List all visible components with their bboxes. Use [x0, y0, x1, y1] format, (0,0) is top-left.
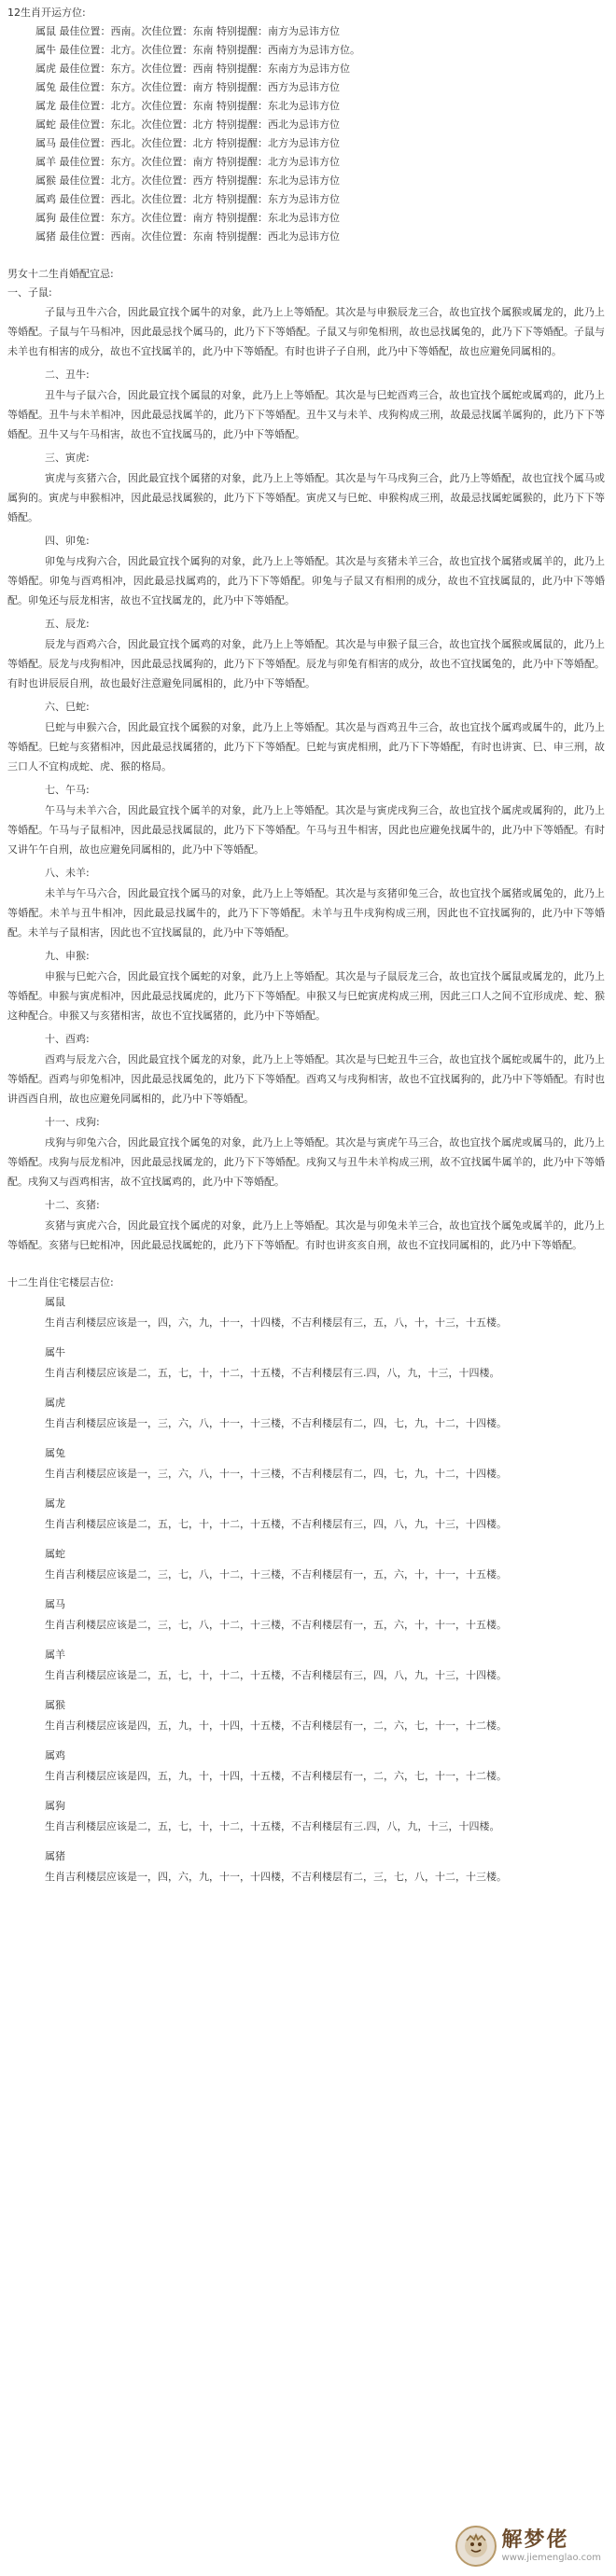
zodiac-heading: 十二、亥猪: — [45, 1199, 100, 1211]
fortune-row: 属蛇 最佳位置：东北。次佳位置：北方 特别提醒：西北为忌讳方位 — [35, 118, 340, 131]
floor-zodiac-name: 属牛 — [45, 1346, 65, 1358]
zodiac-paragraph: 酉鸡与辰龙六合，因此最宜找个属龙的对象，此乃上上等婚配。其次是与巳蛇丑牛三合，故也宜找个属蛇或属牛的，此乃上等婚配。酉鸡与卯兔相冲，因此最忌找属兔的，此乃下下等婚配。酉鸡又与戌狗相害，故也不宜找属狗的，此乃中下等婚配。有时也讲酉酉自刑，故也应避免同属相的，此乃中下等婚配。 — [7, 1053, 605, 1105]
floor-zodiac-name: 属猴 — [45, 1699, 65, 1711]
zodiac-heading: 二、丑牛: — [45, 369, 90, 381]
watermark-site-name: 解梦佬 — [501, 2528, 569, 2552]
matching-title: 男女十二生肖婚配宜忌: — [7, 268, 114, 280]
fortune-row: 属龙 最佳位置：北方。次佳位置：东南 特别提醒：东北为忌讳方位 — [35, 100, 340, 112]
floor-zodiac-name: 属猪 — [45, 1850, 65, 1862]
fortune-row: 属虎 最佳位置：东方。次佳位置：西南 特别提醒：东南方为忌讳方位 — [35, 63, 350, 75]
floor-zodiac-name: 属鸡 — [45, 1749, 65, 1761]
floor-zodiac-name: 属马 — [45, 1598, 65, 1610]
zodiac-paragraph: 戌狗与卯兔六合，因此最宜找个属兔的对象，此乃上上等婚配。其次是与寅虎午马三合，故也宜找个属虎或属马的，此乃上等婚配。戌狗与辰龙相冲，因此最忌找属龙的，此乃下下等婚配。戌狗又与丑牛未羊构成三刑，故不宜找属牛属羊的，此乃中下等婚配。戌狗又与酉鸡相害，故不宜找属鸡的，此乃中下等婚配。 — [7, 1136, 605, 1188]
fortune-title: 12生肖开运方位: — [7, 7, 86, 19]
fortune-row: 属狗 最佳位置：东方。次佳位置：南方 特别提醒：东北为忌讳方位 — [35, 212, 340, 224]
watermark-site-url[interactable]: www.jiemenglao.com — [501, 2553, 601, 2563]
floor-text: 生肖吉利楼层应该是二，五，七，十，十二，十五楼，不吉利楼层有三，四，八，九，十三，十四楼。 — [45, 1669, 507, 1681]
fortune-row: 属猴 最佳位置：北方。次佳位置：西方 特别提醒：东北为忌讳方位 — [35, 174, 340, 187]
zodiac-paragraph: 亥猪与寅虎六合，因此最宜找个属虎的对象，此乃上上等婚配。其次是与卯兔未羊三合，故也宜找个属兔或属羊的，此乃上等婚配。亥猪与巳蛇相冲，因此最忌找属蛇的，此乃下下等婚配。有时也讲亥亥自刑，故也不宜找同属相的，此乃中下等婚配。 — [7, 1219, 605, 1251]
zodiac-paragraph: 午马与未羊六合，因此最宜找个属羊的对象，此乃上上等婚配。其次是与寅虎戌狗三合，故也宜找个属虎或属狗的，此乃上等婚配。午马与子鼠相冲，因此最忌找属鼠的，此乃下下等婚配。午马与丑牛相害，因此也应避免找属牛的，此乃中下等婚配。有时又讲午午自刑，故也应避免同属相的，此乃中下等婚配。 — [7, 804, 605, 856]
floor-text: 生肖吉利楼层应该是二，三，七，八，十二，十三楼，不吉利楼层有一，五，六，十，十一，十五楼。 — [45, 1568, 507, 1580]
matching-section — [7, 284, 609, 1255]
floors-section — [7, 1292, 609, 1887]
floor-zodiac-name: 属狗 — [45, 1800, 65, 1812]
fortune-row: 属鼠 最佳位置：西南。次佳位置：东南 特别提醒：南方为忌讳方位 — [35, 25, 340, 37]
floor-text: 生肖吉利楼层应该是一，三，六，八，十一，十三楼，不吉利楼层有二，四，七，九，十二，十四楼。 — [45, 1468, 507, 1480]
floor-zodiac-name: 属羊 — [45, 1649, 65, 1661]
zodiac-heading: 十一、戌狗: — [45, 1116, 100, 1128]
zodiac-heading: 九、申猴: — [45, 950, 90, 962]
zodiac-paragraph: 丑牛与子鼠六合，因此最宜找个属鼠的对象，此乃上上等婚配。其次是与巳蛇酉鸡三合，故也宜找个属蛇或属鸡的，此乃上等婚配。丑牛与未羊相冲，因此最忌找属羊的，此乃下下等婚配。丑牛又与未羊、戌狗构成三刑，故最忌找属羊属狗的，此乃下下等婚配。丑牛又与午马相害，故也不宜找属马的，此乃中下等婚配。 — [7, 389, 605, 440]
zodiac-heading: 三、寅虎: — [45, 452, 90, 464]
fortune-row: 属羊 最佳位置：东方。次佳位置：南方 特别提醒：北方为忌讳方位 — [35, 156, 340, 168]
floor-text: 生肖吉利楼层应该是四，五，九，十，十四，十五楼，不吉利楼层有一，二，六，七，十一，十二楼。 — [45, 1770, 507, 1782]
floor-zodiac-name: 属鼠 — [45, 1296, 65, 1308]
zodiac-paragraph: 子鼠与丑牛六合，因此最宜找个属牛的对象，此乃上上等婚配。其次是与申猴辰龙三合，故也宜找个属猴或属龙的，此乃上等婚配。子鼠与午马相冲，因此最忌找个属马的，此乃下下等婚配。子鼠又与卯兔相刑，故也忌找属兔的，此乃下下等婚配。子鼠与未羊也有相害的成分，故也不宜找属羊的，此乃中下等婚配。有时也讲子子自刑，此乃中下等婚配，故也应避免同属相的。 — [7, 306, 605, 357]
zodiac-paragraph: 巳蛇与申猴六合，因此最宜找个属猴的对象，此乃上上等婚配。其次是与酉鸡丑牛三合，故也宜找个属鸡或属牛的，此乃上等婚配。巳蛇与亥猪相冲，因此最忌找属猪的，此乃下下等婚配。巳蛇与寅虎相刑，此乃下下等婚配，有时也讲寅、巳、申三刑，故三口人不宜构成蛇、虎、猴的格局。 — [7, 721, 605, 773]
zodiac-paragraph: 卯兔与戌狗六合，因此最宜找个属狗的对象，此乃上上等婚配。其次是与亥猪未羊三合，故也宜找个属猪或属羊的，此乃上等婚配。卯兔与酉鸡相冲，因此最忌找属鸡的，此乃下下等婚配。卯兔与子鼠又有相刑的成分，故也不宜找属鼠的，此乃中下等婚配。卯兔还与辰龙相害，故也不宜找属龙的，此乃中下等婚配。 — [7, 555, 605, 606]
zodiac-paragraph: 申猴与巳蛇六合，因此最宜找个属蛇的对象，此乃上上等婚配。其次是与子鼠辰龙三合，故也宜找个属鼠或属龙的，此乃上等婚配。申猴与寅虎相冲，因此最忌找属虎的，此乃下下等婚配。申猴又与巳蛇寅虎构成三刑，因此三口人之间不宜形成虎、蛇、猴这种配合。申猴又与亥猪相害，故也不宜找属猪的，此乃中下等婚配。 — [7, 970, 605, 1022]
floor-zodiac-name: 属蛇 — [45, 1548, 65, 1560]
dream-logo-icon — [455, 2526, 497, 2567]
zodiac-paragraph: 未羊与午马六合，因此最宜找个属马的对象，此乃上上等婚配。其次是与亥猪卯兔三合，故也宜找个属猪或属兔的，此乃上等婚配。未羊与丑牛相冲，因此最忌找属牛的，此乃下下等婚配。未羊与丑牛戌狗构成三刑，因此也不宜找属狗的，此乃中下等婚配。未羊与子鼠相害，因此也不宜找属鼠的，此乃中下等婚配。 — [7, 887, 605, 939]
floors-title: 十二生肖住宅楼层吉位: — [7, 1276, 114, 1288]
floor-zodiac-name: 属龙 — [45, 1497, 65, 1510]
site-watermark[interactable] — [450, 2522, 607, 2570]
fortune-row: 属鸡 最佳位置：西北。次佳位置：北方 特别提醒：东方为忌讳方位 — [35, 193, 340, 205]
zodiac-heading: 一、子鼠: — [7, 286, 52, 299]
floor-zodiac-name: 属虎 — [45, 1397, 65, 1409]
fortune-row: 属猪 最佳位置：西南。次佳位置：东南 特别提醒：西北为忌讳方位 — [35, 230, 340, 243]
floor-text: 生肖吉利楼层应该是一，三，六，八，十一，十三楼，不吉利楼层有二，四，七，九，十二，十四楼。 — [45, 1417, 507, 1429]
zodiac-paragraph: 辰龙与酉鸡六合，因此最宜找个属鸡的对象，此乃上上等婚配。其次是与申猴子鼠三合，故也宜找个属猴或属鼠的，此乃上等婚配。辰龙与戌狗相冲，因此最忌找属狗的，此乃下下等婚配。辰龙与卯兔有相害的成分，故也不宜找属兔的，此乃中下等婚配。有时也讲辰辰自刑，故也最好注意避免同属相的，此乃中下等婚配。 — [7, 638, 605, 689]
zodiac-heading: 六、巳蛇: — [45, 701, 90, 713]
floor-text: 生肖吉利楼层应该是一，四，六，九，十一，十四楼，不吉利楼层有二，三，七，八，十二，十三楼。 — [45, 1871, 507, 1883]
zodiac-heading: 四、卯兔: — [45, 535, 90, 547]
floor-text: 生肖吉利楼层应该是一，四，六，九，十一，十四楼，不吉利楼层有三，五，八，十，十三，十五楼。 — [45, 1316, 507, 1329]
zodiac-heading: 七、午马: — [45, 784, 90, 796]
floor-text: 生肖吉利楼层应该是四，五，九，十，十四，十五楼，不吉利楼层有一，二，六，七，十一，十二楼。 — [45, 1720, 507, 1732]
zodiac-heading: 十、酉鸡: — [45, 1033, 90, 1045]
fortune-row: 属兔 最佳位置：东方。次佳位置：南方 特别提醒：西方为忌讳方位 — [35, 81, 340, 93]
zodiac-heading: 八、未羊: — [45, 867, 90, 879]
fortune-list — [7, 22, 609, 246]
zodiac-heading: 五、辰龙: — [45, 618, 90, 630]
zodiac-paragraph: 寅虎与亥猪六合，因此最宜找个属猪的对象，此乃上上等婚配。其次是与午马戌狗三合，此乃上等婚配，故也宜找个属马或属狗的。寅虎与申猴相冲，因此最忌找属猴的，此乃下下等婚配。寅虎又与巳蛇、申猴构成三刑，故最忌找属蛇属猴的，此乃下下等婚配。 — [7, 472, 605, 523]
floor-text: 生肖吉利楼层应该是二，五，七，十，十二，十五楼，不吉利楼层有三.四，八，九，十三，十四楼。 — [45, 1820, 500, 1832]
fortune-row: 属牛 最佳位置：北方。次佳位置：东南 特别提醒：西南方为忌讳方位。 — [35, 44, 360, 56]
fortune-row: 属马 最佳位置：西北。次佳位置：北方 特别提醒：北方为忌讳方位 — [35, 137, 340, 149]
floor-zodiac-name: 属兔 — [45, 1447, 65, 1459]
floor-text: 生肖吉利楼层应该是二，三，七，八，十二，十三楼，不吉利楼层有一，五，六，十，十一，十五楼。 — [45, 1619, 507, 1631]
floor-text: 生肖吉利楼层应该是二，五，七，十，十二，十五楼，不吉利楼层有三，四，八，九，十三，十四楼。 — [45, 1518, 507, 1530]
floor-text: 生肖吉利楼层应该是二，五，七，十，十二，十五楼，不吉利楼层有三.四，八，九，十三，十四楼。 — [45, 1367, 500, 1379]
